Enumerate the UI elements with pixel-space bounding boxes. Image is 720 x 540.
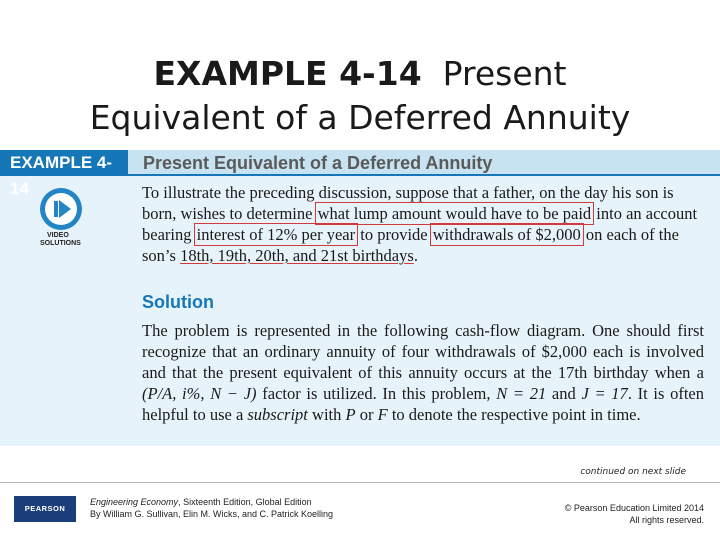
solution-text-3: and xyxy=(546,384,582,403)
j-equation: J = 17 xyxy=(581,384,628,403)
footer-book-info xyxy=(90,496,333,520)
problem-text-4: on each of the son’s xyxy=(142,225,679,265)
solution-heading: Solution xyxy=(142,292,214,312)
solution-text-5: with xyxy=(307,405,346,424)
solution-text-1: The problem is represented in the following cash-flow diagram. One should first recognize that an ordinary annuity of four withdrawals of $2,000 each is involved and that the present equivalent of this annuity occurs at the 17th birthday when a xyxy=(142,321,704,382)
play-icon xyxy=(45,193,77,225)
footer-authors: By William G. Sullivan, Elin M. Wicks, and C. Patrick Koelling xyxy=(90,509,334,519)
n-equation: N = 21 xyxy=(496,384,547,403)
solution-text-7: to denote the respective point in time. xyxy=(387,405,641,424)
problem-text-1: To illustrate the preceding discussion, suppose that a father, on the day his son is born, wishes to determine xyxy=(142,183,674,223)
video-label-line2: SOLUTIONS xyxy=(40,240,81,247)
footer-copyright xyxy=(565,502,704,526)
slide-title-part1: Present xyxy=(442,54,567,93)
slide-title-example-number: EXAMPLE 4-14 xyxy=(153,54,422,93)
highlight-withdrawals: withdrawals of $2,000 xyxy=(432,225,581,244)
footer-book-title: Engineering Economy xyxy=(90,497,179,507)
highlight-lump-amount: what lump amount would have to be paid xyxy=(317,204,592,223)
footer-copyright-line: © Pearson Education Limited 2014 xyxy=(564,503,704,513)
p-symbol: P xyxy=(345,405,356,424)
slide-title-part2: Equivalent of a Deferred Annuity xyxy=(89,98,631,137)
solution-text-6: or xyxy=(355,405,378,424)
footer-divider xyxy=(0,482,720,483)
video-solutions-label xyxy=(40,232,90,248)
video-label-line1: VIDEO xyxy=(47,232,69,239)
subscript-word: subscript xyxy=(247,405,308,424)
underlined-birthdays: 18th, 19th, 20th, and 21st birthdays xyxy=(180,246,414,265)
slide-title xyxy=(0,52,720,140)
problem-text-5: . xyxy=(413,246,418,265)
video-solutions-button[interactable] xyxy=(40,188,82,230)
highlight-interest: interest of 12% per year xyxy=(196,225,356,244)
problem-text-2: into an account bearing xyxy=(142,204,698,244)
solution-text xyxy=(142,320,704,425)
footer-rights-line: All rights reserved. xyxy=(629,515,704,525)
continued-note: continued on next slide xyxy=(580,467,686,477)
solution-text-4: . It is often helpful to use a xyxy=(142,384,705,424)
example-tab: EXAMPLE 4-14 xyxy=(0,150,128,176)
problem-statement xyxy=(142,182,704,266)
footer-book-edition: , Sixteenth Edition, Global Edition xyxy=(178,497,312,507)
f-symbol: F xyxy=(377,405,388,424)
pearson-logo: PEARSON xyxy=(14,496,76,522)
example-heading: Present Equivalent of a Deferred Annuity xyxy=(143,153,493,173)
problem-text-3: to provide xyxy=(356,225,432,244)
factor-notation: (P/A, i%, N − J) xyxy=(142,384,257,403)
solution-text-2: factor is utilized. In this problem, xyxy=(256,384,497,403)
